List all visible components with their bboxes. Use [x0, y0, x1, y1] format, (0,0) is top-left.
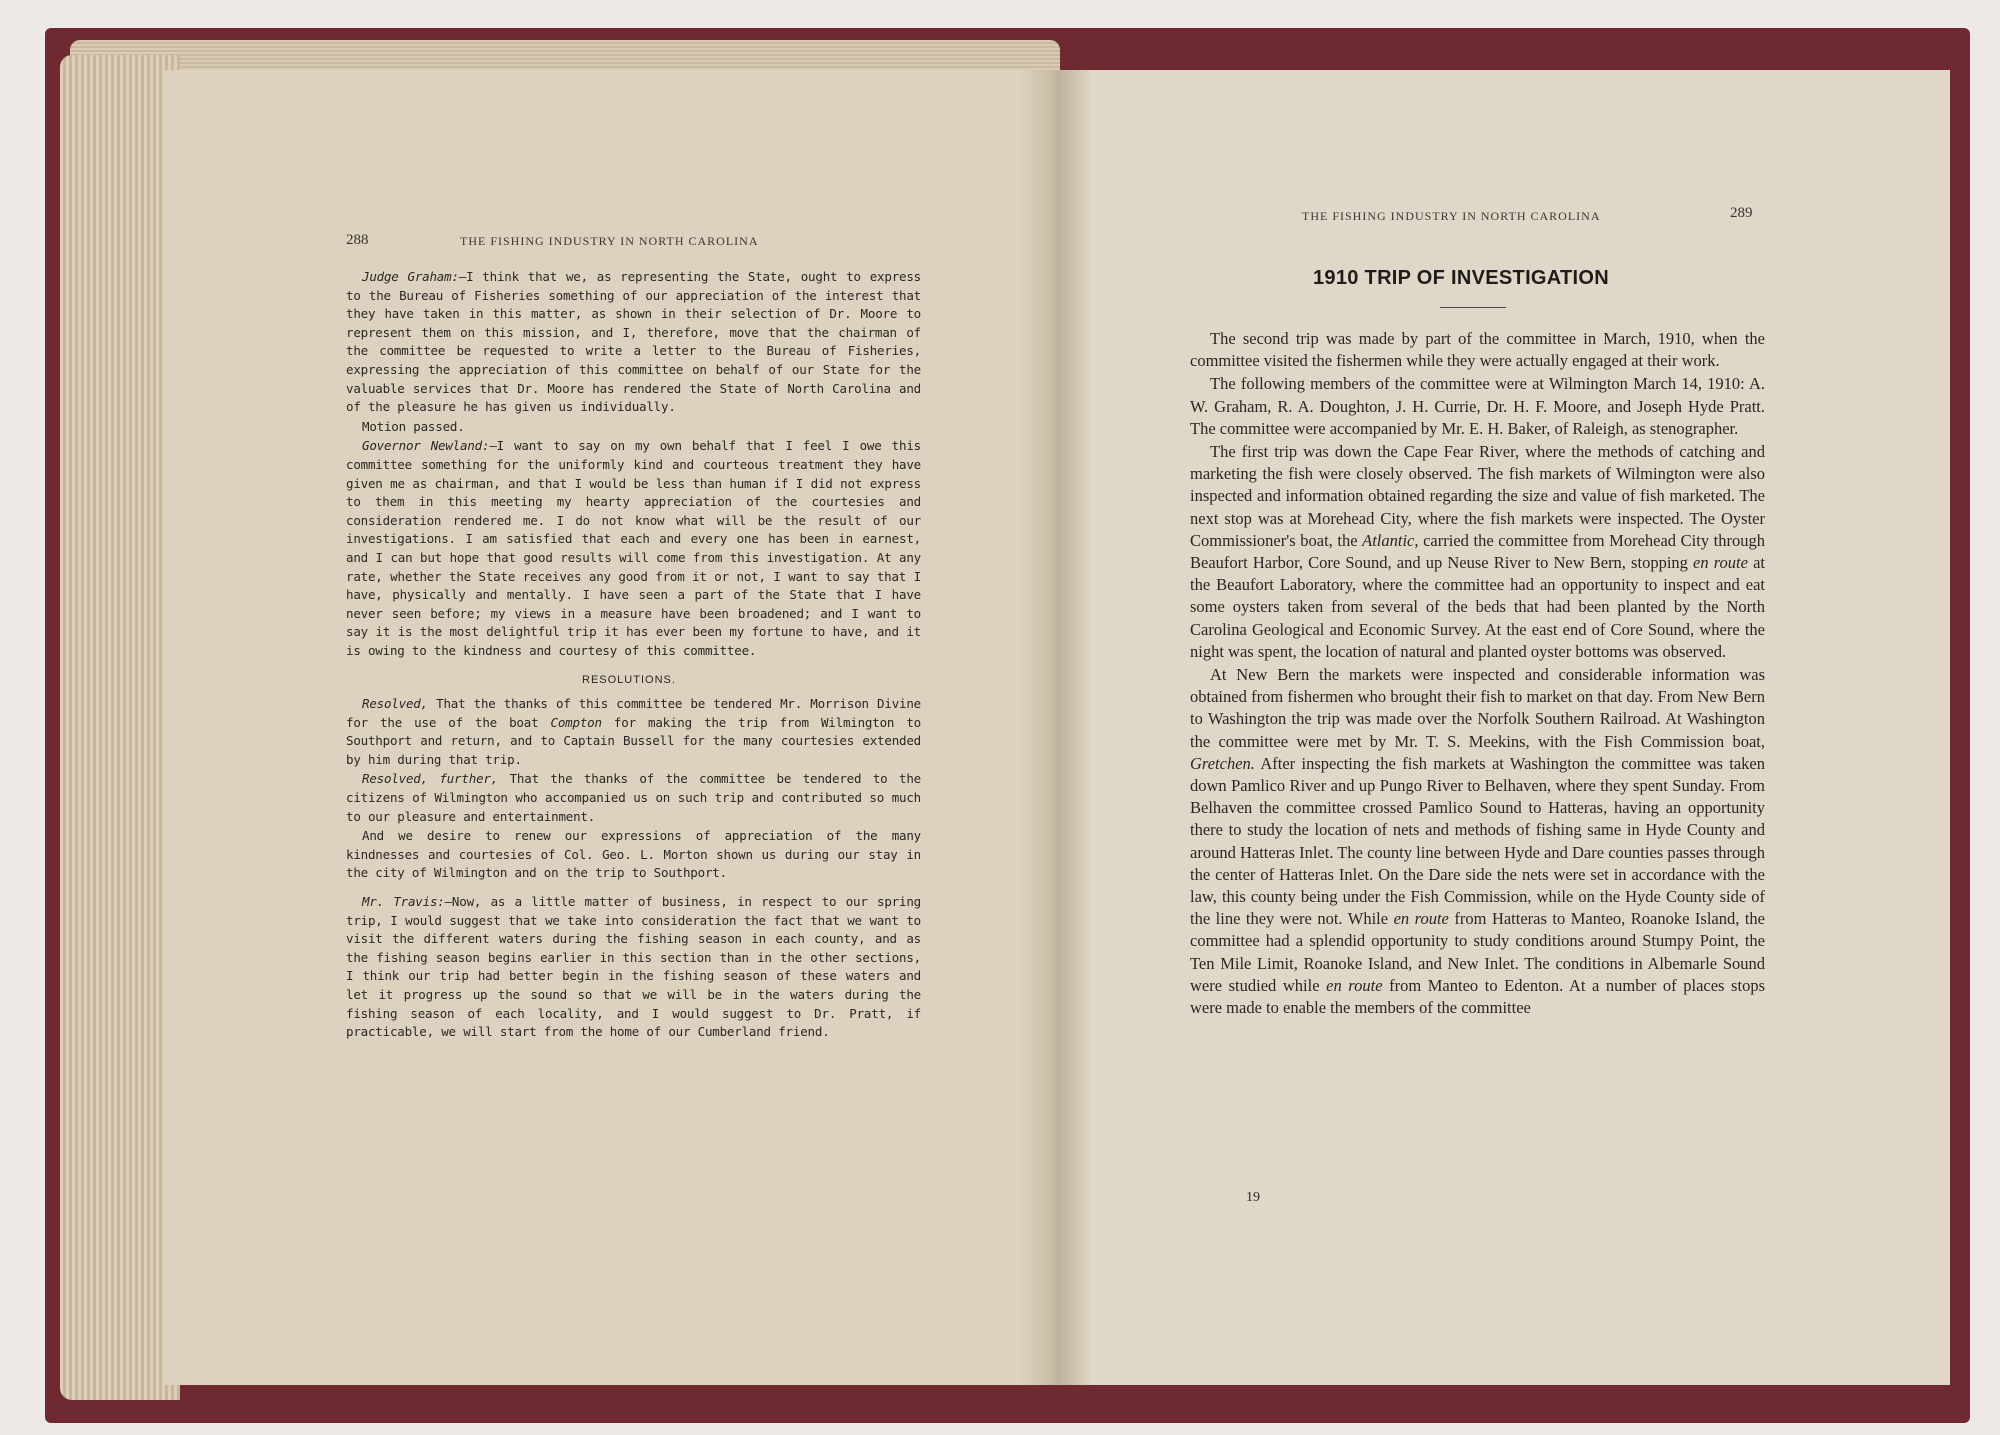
speaker-newland: Governor Newland: — [362, 438, 490, 454]
paragraph-members: The following members of the committee were at Wilmington March 14, 1910: A. W. Graham, R. A. Doughton, J. H. Currie, Dr. H. F. Moore, and Joseph Hyde Pratt. The committee were accompanied by Mr. E. H. Baker, of Raleigh, as stenographer. — [1190, 374, 1765, 438]
paragraph-newland: Governor Newland:—I want to say on my own behalf that I feel I owe this committee something for the uniformly kind and courteous treatment they have given me as chairman, and that I would be less than human if I did not express to them in this meeting my hearty appreciation of the courtesies and consideration rendered me. I do not know what will be the result of our investigations. I am satisfied that each and every one has been in earnest, and I can but hope that good results will come from this investigation. At any rate, whether the State receives any good from it or not, I want to say that I have, physically and mentally. I have seen a part of the State that I have never seen before; my views in a measure have been broadened; and I want to say it is the most delightful trip it has ever been my fortune to have, and it is owing to the kindness and courtesy of this committee. — [346, 438, 921, 658]
title-rule — [1440, 307, 1506, 308]
resolutions-heading: RESOLUTIONS. — [582, 674, 676, 686]
left-page-number: 288 — [346, 232, 369, 248]
paragraph-first-trip: The first trip was down the Cape Fear River, where the methods of catching and marketing the fish were closely observed. The fish markets of Wilmington were also inspected and information obtained regarding the size and value of fish marketed. The next stop was at Morehead City, where the fish markets were inspected. The Oyster Commissioner's boat, the Atlantic, carried the committee from Morehead City through Beaufort Harbor, Core Sound, and up Neuse River to New Bern, stopping en route at the Beaufort Laboratory, where the committee had an opportunity to inspect and eat some oysters taken from several of the beds that had been planted by the North Carolina Geological and Economic Survey. At the east end of Core Sound, where the night was spent, the location of natural and planted oyster bottoms was observed. — [1190, 442, 1765, 661]
resolution-1: Resolved, That the thanks of this committee be tendered Mr. Morrison Divine for the use of the boat Compton for making the trip from Wilmington to Southport and return, and to Captain Bussell for the many courtesies extended by him during that trip. — [346, 696, 921, 767]
paragraph-graham: Judge Graham:—I think that we, as representing the State, ought to express to the Bureau of Fisheries something of our appreciation of the interest that they have taken in this matter, as shown in their selection of Dr. Moore to represent them on this mission, and I, therefore, move that the chairman of the committee be requested to write a letter to the Bureau of Fisheries, expressing the appreciation of this committee on behalf of our State for the valuable services that Dr. Moore has rendered the State of North Carolina and of the pleasure he has given us individually. — [346, 269, 922, 415]
signature-mark: 19 — [1246, 1190, 1260, 1205]
resolution-3: And we desire to renew our expressions of appreciation of the many kindnesses and courtesies of Col. Geo. L. Morton shown us during our stay in the city of Wilmington and on the trip to Southport. — [346, 828, 921, 881]
right-text — [1190, 328, 1765, 1019]
page-edges-left — [60, 55, 180, 1400]
speaker-travis: Mr. Travis: — [362, 893, 445, 909]
book-gutter — [1020, 70, 1090, 1385]
left-text-top — [346, 268, 921, 660]
right-running-header: THE FISHING INDUSTRY IN NORTH CAROLINA — [1302, 209, 1601, 223]
left-running-header: THE FISHING INDUSTRY IN NORTH CAROLINA — [460, 234, 759, 248]
left-text-resolutions — [346, 695, 921, 1042]
resolution-2: Resolved, further, That the thanks of the committee be tendered to the citizens of Wilmington who accompanied us on such trip and contributed so much to our pleasure and entertainment. — [346, 771, 921, 824]
page-title: 1910 TRIP OF INVESTIGATION — [1313, 267, 1610, 289]
paragraph-second-trip: The second trip was made by part of the committee in March, 1910, when the committee visited the fishermen while they were actually engaged at their work. — [1190, 329, 1765, 371]
paragraph-new-bern: At New Bern the markets were inspected and considerable information was obtained from fishermen who brought their fish to market on that day. From New Bern to Washington the trip was made over the Norfolk Southern Railroad. At Washington the committee were met by Mr. T. S. Meekins, with the Fish Commission boat, Gretchen. After inspecting the fish markets at Washington the committee was taken down Pamlico River and up Pungo River to Belhaven, where they spent Sunday. From Belhaven the committee crossed Pamlico Sound to Hatteras, having an opportunity there to study the location of nets and methods of fishing same in Hyde County and around Hatteras Inlet. The county line between Hyde and Dare counties passes through the center of Hatteras Inlet. On the Dare side the nets were set in accordance with the law, this county being under the Fish Commission, while on the Hyde County side of the line they were not. While en route from Hatteras to Manteo, Roanoke Island, the committee had a splendid opportunity to study conditions around Stumpy Point, the Ten Mile Limit, Roanoke Island, and New Inlet. The conditions in Albemarle Sound were studied while en route from Manteo to Edenton. At a number of places stops were made to enable the members of the committee — [1190, 665, 1766, 1018]
paragraph-motion: Motion passed. — [362, 418, 465, 434]
right-page-number: 289 — [1730, 205, 1753, 221]
speaker-graham: Judge Graham: — [362, 269, 459, 284]
paragraph-travis: Mr. Travis:—Now, as a little matter of business, in respect to our spring trip, I would suggest that we take into consideration the fact that we want to visit the different waters during the fishing season in each county, and as the fishing season begins earlier in this section than in the other sections, I think our trip had better begin in the fishing season of these waters and let it progress up the sound so that we will be in the waters during the fishing season of each locality, and I would suggest to Dr. Pratt, if practicable, we will start from the home of our Cumberland friend. — [346, 893, 921, 1040]
